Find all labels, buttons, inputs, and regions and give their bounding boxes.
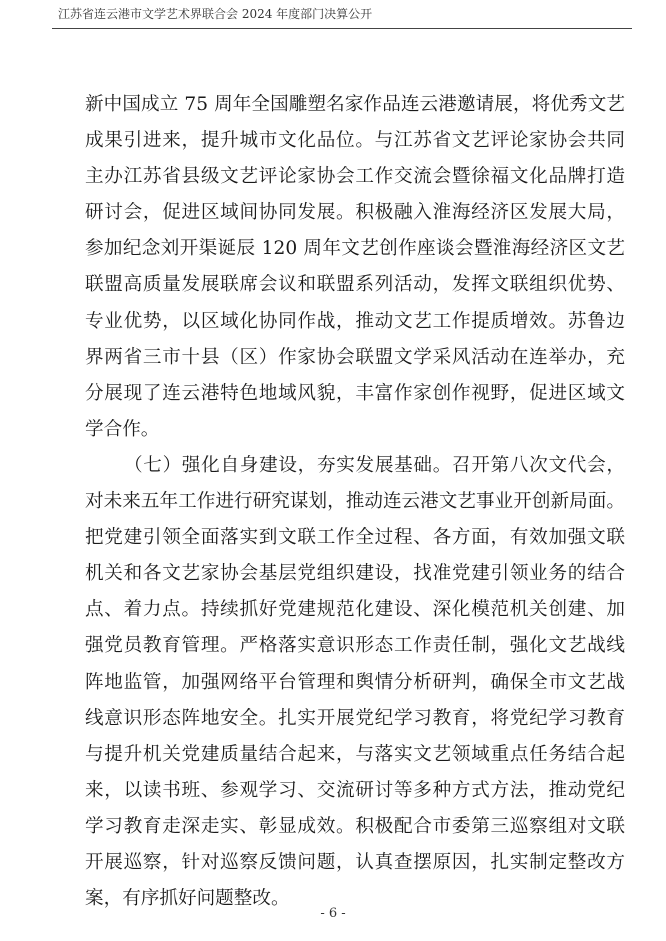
paragraph-1-line: 研讨会，促进区域间协同发展。积极融入淮海经济区发展大局， [85,202,625,224]
paragraph-1-line: 成果引进来，提升城市文化品位。与江苏省文艺评论家协会共同 [85,130,625,152]
paragraph-1-line: 新中国成立 75 周年全国雕塑名家作品连云港邀请展，将优秀文艺 [85,94,625,115]
paragraph-1-line: 联盟高质量发展联席会议和联盟系列活动，发挥文联组织优势、 [85,274,625,296]
paragraph-2-line: 机关和各文艺家协会基层党组织建设，找准党建引领业务的结合 [85,563,625,585]
paragraph-2-line: 线意识形态阵地安全。扎实开展党纪学习教育，将党纪学习教育 [85,707,625,729]
paragraph-2-line: 与提升机关党建质量结合起来，与落实文艺领域重点任务结合起 [85,743,625,765]
paragraph-2-line: 点、着力点。持续抓好党建规范化建设、深化模范机关创建、加 [85,599,625,621]
paragraph-2-line: 阵地监管，加强网络平台管理和舆情分析研判，确保全市文艺战 [85,671,625,693]
paragraph-1-line: 界两省三市十县（区）作家协会联盟文学采风活动在连举办，充 [85,346,625,368]
paragraph-2-line: 来，以读书班、参观学习、交流研讨等多种方式方法，推动党纪 [85,779,625,801]
paragraph-1-line: 主办江苏省县级文艺评论家协会工作交流会暨徐福文化品牌打造 [85,166,625,188]
paragraph-2-line: 把党建引领全面落实到文联工作全过程、各方面，有效加强文联 [85,527,625,549]
document-header: 江苏省连云港市文学艺术界联合会 2024 年度部门决算公开 [58,7,373,21]
paragraph-2-line: 开展巡察，针对巡察反馈问题，认真查摆原因，扎实制定整改方 [85,851,625,873]
paragraph-1-line: 参加纪念刘开渠诞辰 120 周年文艺创作座谈会暨淮海经济区文艺 [85,238,625,260]
paragraph-2-line: 学习教育走深走实、彰显成效。积极配合市委第三巡察组对文联 [85,815,625,837]
paragraph-2-heading-line: （七）强化自身建设，夯实发展基础。召开第八次文代会， [124,454,625,476]
header-divider [52,28,632,29]
paragraph-2-line: 案，有序抓好问题整改。 [85,888,290,910]
document-body [85,87,625,917]
paragraph-2-line: 强党员教育管理。严格落实意识形态工作责任制，强化文艺战线 [85,635,625,657]
paragraph-2-line: 对未来五年工作进行研究谋划，推动连云港文艺事业开创新局面。 [85,491,625,513]
page-number: - 6 - [320,906,346,921]
paragraph-1-line: 学合作。 [85,418,160,440]
paragraph-1-line: 专业优势，以区域化协同作战，推动文艺工作提质增效。苏鲁边 [85,310,625,332]
paragraph-1-line: 分展现了连云港特色地域风貌，丰富作家创作视野，促进区域文 [85,382,625,404]
